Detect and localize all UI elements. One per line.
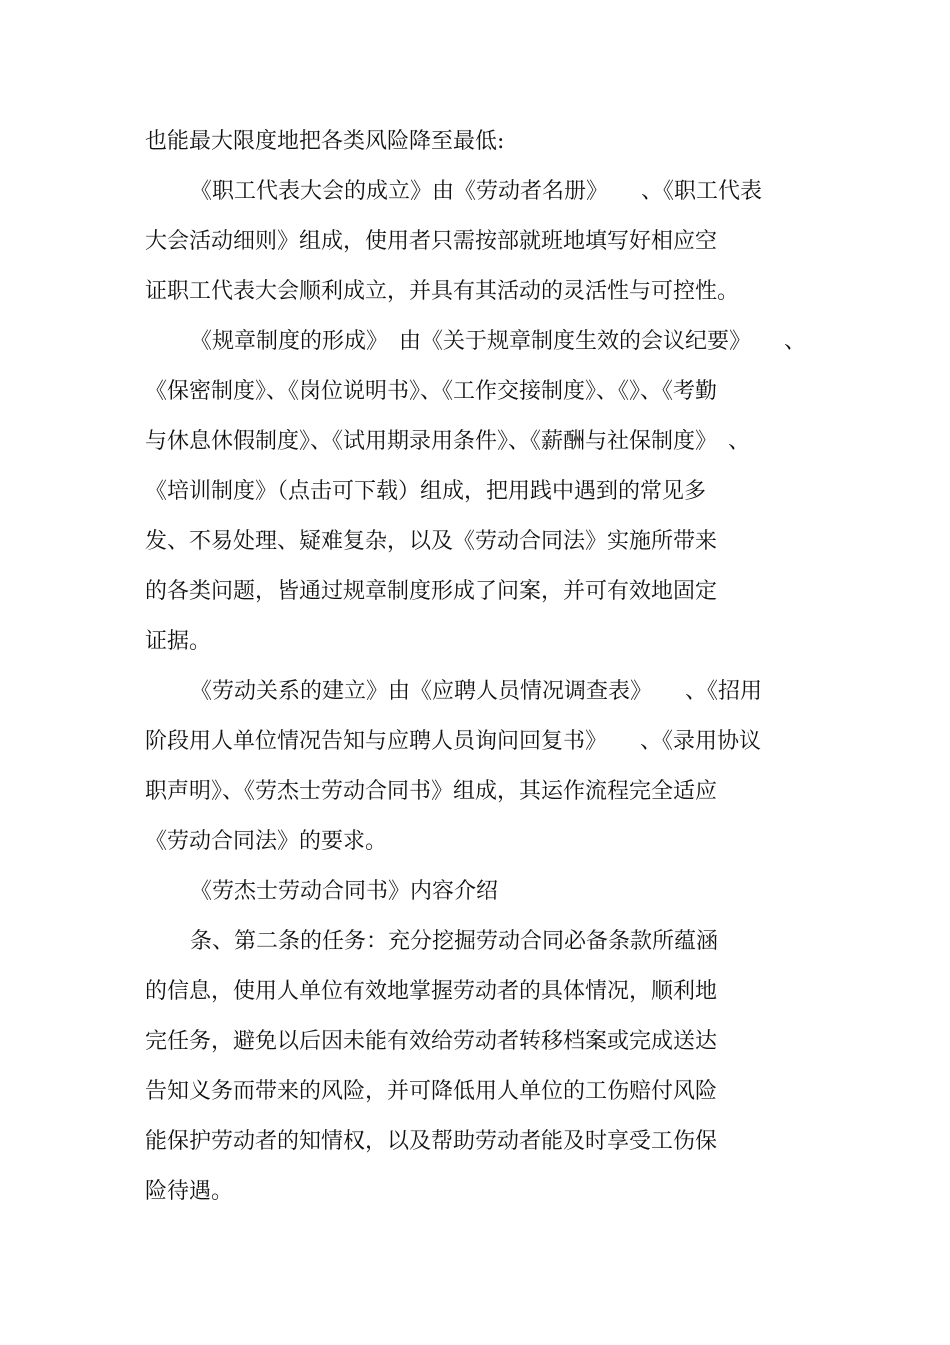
text-line: 证职工代表大会顺利成立，并具有其活动的灵活性与可控性。 — [145, 279, 740, 304]
text-line: 《规章制度的形成》 由《关于规章制度生效的会议纪要》 、 — [190, 329, 807, 354]
text-line: 大会活动细则》组成，使用者只需按部就班地填写好相应空 — [145, 229, 718, 254]
text-line: 《保密制度》、《岗位说明书》、《工作交接制度》、《》、《考勤 — [145, 379, 718, 404]
text-line: 《劳动合同法》的要求。 — [145, 829, 388, 854]
text-line: 能保护劳动者的知情权，以及帮助劳动者能及时享受工伤保 — [145, 1129, 718, 1154]
text-line: 险待遇。 — [145, 1179, 234, 1204]
text-line: 证据。 — [145, 629, 212, 654]
text-line: 的各类问题，皆通过规章制度形成了问案，并可有效地固定 — [145, 579, 718, 604]
text-line: 完任务，避免以后因未能有效给劳动者转移档案或完成送达 — [145, 1029, 718, 1054]
text-line: 的信息，使用人单位有效地掌握劳动者的具体情况，顺利地 — [145, 979, 718, 1004]
text-line: 发、不易处理、疑难复杂，以及《劳动合同法》实施所带来 — [145, 529, 718, 554]
text-line: 阶段用人单位情况告知与应聘人员询问回复书》 、《录用协议 — [145, 729, 762, 754]
section-heading: 《劳杰士劳动合同书》内容介绍 — [190, 879, 499, 904]
text-line: 《劳动关系的建立》由《应聘人员情况调查表》 、《招用 — [190, 679, 763, 704]
text-line: 职声明》、《劳杰士劳动合同书》组成，其运作流程完全适应 — [145, 779, 718, 804]
text-line: 条、第二条的任务：充分挖掘劳动合同必备条款所蕴涵 — [190, 929, 719, 954]
text-line: 《职工代表大会的成立》由《劳动者名册》 、《职工代表 — [190, 179, 763, 204]
text-line: 《培训制度》（点击可下载）组成，把用践中遇到的常见多 — [145, 479, 707, 504]
text-line: 告知义务而带来的风险，并可降低用人单位的工伤赔付风险 — [145, 1079, 718, 1104]
text-line: 与休息休假制度》、《试用期录用条件》、《薪酬与社保制度》 、 — [145, 429, 751, 454]
text-line: 也能最大限度地把各类风险降至最低: — [145, 129, 505, 154]
